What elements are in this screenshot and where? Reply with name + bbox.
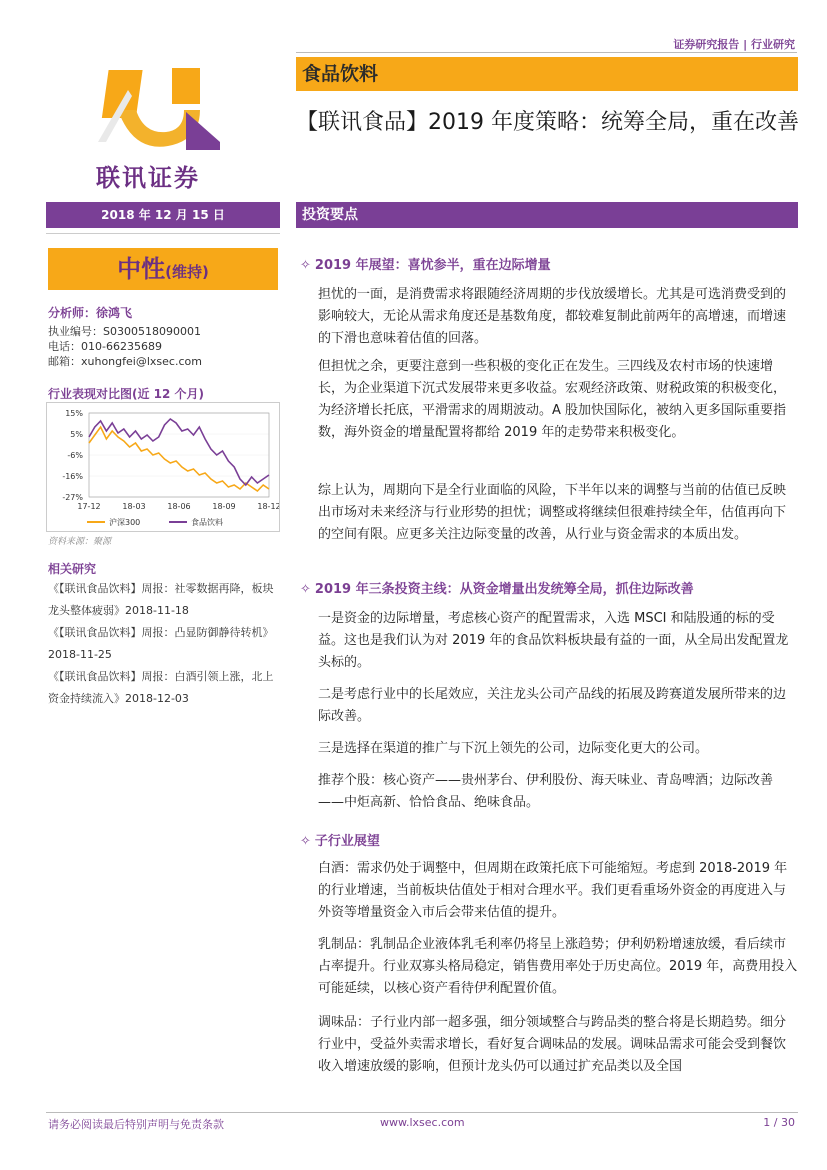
paragraph: 三是选择在渠道的推广与下沉上领先的公司，边际变化更大的公司。 [318,741,709,756]
chart-source: 资料来源：聚源 [48,537,112,547]
y-tick-label: 5% [70,430,83,439]
rating-badge [48,248,278,290]
paragraph: 一是资金的边际增量，考虑核心资产的配置需求，入选 MSCI 和陆股通的标的受益。这也是我们认为对 2019 年的食品饮料板块最有益的一面，从全局出发配置龙头标的。 [318,611,789,670]
x-tick-label: 18-06 [167,502,191,511]
paragraph: 担忧的一面，是消费需求将跟随经济周期的步伐放缓增长。尤其是可选消费受到的影响较大，无论从需求角度还是基数角度，都较难复制此前两年的高增速，而增速的下滑也意味着估值的回落。 [318,287,787,346]
paragraph: 二是考虑行业中的长尾效应，关注龙头公司产品线的拓展及跨赛道发展所带来的边际改善。 [318,687,787,724]
related-item[interactable]: 《【联讯食品饮料】周报：白酒引领上涨，北上资金持续流入》2018-12-03 [48,670,274,705]
paragraph: 推荐个股：核心资产——贵州茅台、伊利股份、海天味业、青岛啤酒；边际改善——中炬高新、恰恰食品、绝味食品。 [318,773,774,810]
heading-subsectors-text: 子行业展望 [314,834,380,849]
footer-disclaimer[interactable]: 请务必阅读最后特别声明与免责条款 [48,1118,224,1131]
y-tick-label: 15% [65,409,83,418]
chart-title: 行业表现对比图(近 12 个月) [48,387,205,401]
paragraph: 但担忧之余，更要注意到一些积极的变化正在发生。三四线及农村市场的快速增长，为企业渠道下沉式发展带来更多收益。宏观经济政策、财税政策的积极变化，为经济增长托底，平滑需求的周期波动。A 股加快国际化，被纳入更多国际重要指数，海外资金的增量配置将都给 2019 年的走势带来积极变化。 [318,359,787,440]
report-type: 证券研究报告 | 行业研究 [673,38,795,51]
analyst-name: 分析师：徐鸿飞 [48,306,133,320]
analyst-license: 执业编号：S0300518090001 [48,325,201,338]
diamond-icon: ✧ [300,258,311,273]
brand-name: 联讯证券 [96,163,200,192]
x-tick-label: 18-03 [122,502,146,511]
x-tick-label: 17-12 [77,502,101,511]
diamond-icon: ✧ [300,834,311,849]
footer-site[interactable]: www.lxsec.com [380,1116,465,1129]
y-tick-label: -16% [62,472,83,481]
rating-main: 中性 [117,255,166,283]
x-tick-label: 18-12 [257,502,279,511]
sector-label: 食品饮料 [296,57,798,91]
y-tick-label: -6% [67,451,83,460]
paragraph: 白酒：需求仍处于调整中，但周期在政策托底下可能缩短。考虑到 2018-2019 年的行业增速，当前板块估值处于相对合理水平。我们更看重场外资金的再度进入与外资等增量资金入市后会带来估值的提升。 [318,861,788,920]
related-item[interactable]: 《【联讯食品饮料】周报：凸显防御静待转机》2018-11-25 [48,626,274,661]
footer-rule [46,1112,798,1113]
diamond-icon: ✧ [300,582,311,597]
rating-sub: (维持) [165,263,209,281]
analyst-phone: 电话：010-66235689 [48,340,162,353]
legend-label: 沪深300 [109,518,141,527]
heading-investment-lines [300,578,694,597]
series-line [89,419,269,485]
heading-subsectors [300,830,380,849]
section-title: 投资要点 [296,202,798,228]
paragraph: 乳制品：乳制品企业液体乳毛利率仍将呈上涨趋势；伊利奶粉增速放缓，看后续市占率提升。行业双寡头格局稳定，销售费用率处于历史高位。2019 年，高费用投入可能延续，以核心资产看待伊利配置价值。 [318,937,798,996]
footer-page: 1 / 30 [763,1116,795,1129]
performance-chart [46,402,280,532]
analyst-email[interactable]: 邮箱：xuhongfei@lxsec.com [48,355,202,368]
heading-outlook [300,254,551,273]
related-item[interactable]: 《【联讯食品饮料】周报：社零数据再降，板块龙头整体疲弱》2018-11-18 [48,582,274,617]
x-tick-label: 18-09 [212,502,236,511]
chart-svg [47,403,279,531]
y-tick-label: -27% [62,493,83,502]
related-title: 相关研究 [48,562,97,576]
report-title: 【联讯食品】2019 年度策略：统筹全局，重在改善 [296,110,799,135]
report-date: 2018 年 12 月 15 日 [46,202,280,228]
heading-outlook-text: 2019 年展望：喜忧参半，重在边际增量 [314,258,551,273]
paragraph: 综上认为，周期向下是全行业面临的风险，下半年以来的调整与当前的估值已反映出市场对未来经济与行业形势的担忧；调整或将继续但很难持续全年，估值再向下的空间有限。应更多关注边际变量的改善，从行业与资金需求的本质出发。 [318,483,787,542]
heading-investment-lines-text: 2019 年三条投资主线：从资金增量出发统筹全局，抓住边际改善 [314,582,694,597]
legend-label: 食品饮料 [191,518,223,527]
paragraph: 调味品：子行业内部一超多强，细分领域整合与跨品类的整合将是长期趋势。细分行业中，受益外卖需求增长，看好复合调味品的发展。调味品需求可能会受到餐饮收入增速放缓的影响，但预计龙头仍可以通过扩充品类以及全国 [318,1015,787,1074]
top-rule [296,52,797,53]
sidebar-rule [46,233,280,234]
